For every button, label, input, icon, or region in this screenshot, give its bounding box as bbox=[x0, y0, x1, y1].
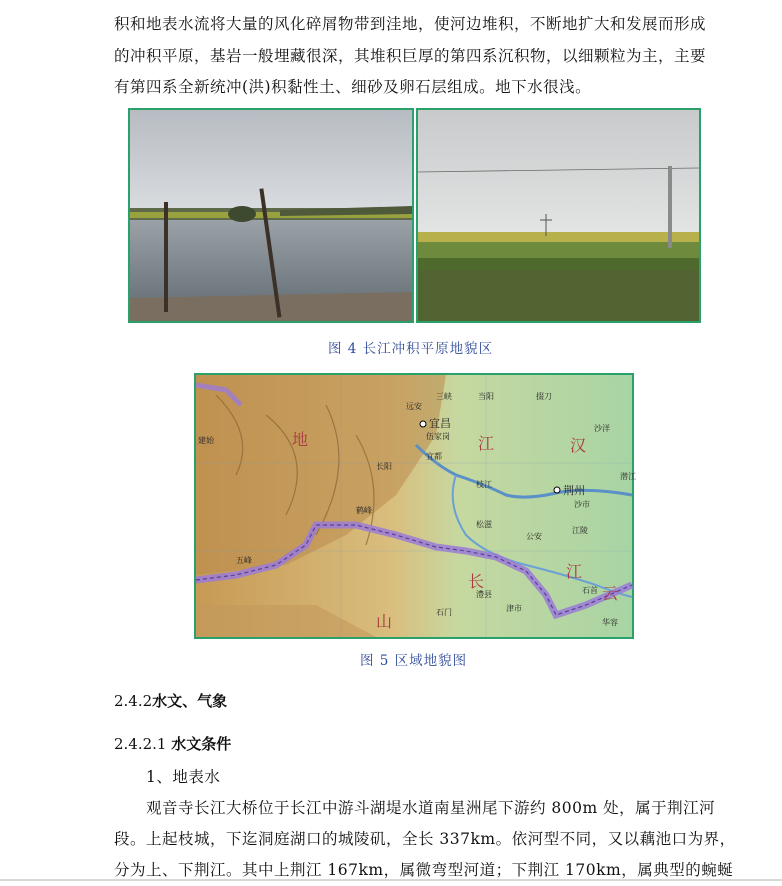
body-line-3: 分为上、下荆江。其中上荆江 167km，属微弯型河道；下荆江 170km，属典型的蜿蜒 bbox=[114, 861, 734, 879]
map-label-wujiagang: 伍家岗 bbox=[426, 432, 450, 441]
map-region-jiang2: 江 bbox=[566, 562, 583, 581]
section-heading-2-4-2 bbox=[114, 690, 227, 711]
intro-line-1: 积和地表水流将大量的风化碎屑物带到洼地，使河边堆积，不断地扩大和发展而形成 bbox=[114, 15, 707, 33]
map-label-shayang: 沙洋 bbox=[594, 424, 610, 433]
section-number: 2.4.2 bbox=[114, 692, 153, 710]
map-label-zhijiang: 枝江 bbox=[476, 480, 492, 489]
map-label-yuanan: 远安 bbox=[406, 402, 422, 411]
subsection-number: 2.4.2.1 bbox=[114, 735, 172, 753]
figure4-photo-lake bbox=[128, 108, 414, 323]
map-label-jiangling: 江陵 bbox=[572, 526, 588, 535]
surface-water-heading: 1、地表水 bbox=[146, 768, 221, 786]
map-label-yidu: 宜都 bbox=[426, 452, 442, 461]
map-label-gongan: 公安 bbox=[526, 532, 542, 541]
map-label-hefeng: 鹤峰 bbox=[356, 506, 372, 515]
map-label-huarong: 华容 bbox=[602, 618, 618, 627]
map-label-dangyang: 当阳 bbox=[478, 392, 494, 401]
map-label-jingzhou: 荆州 bbox=[563, 484, 585, 497]
map-label-yichang: 宜昌 bbox=[429, 417, 451, 430]
page-bottom-divider bbox=[0, 879, 782, 881]
map-region-chang: 长 bbox=[468, 572, 485, 591]
map-label-shashi: 沙市 bbox=[574, 500, 590, 509]
body-line-2: 段。上起枝城，下迄洞庭湖口的城陵矶，全长 337km。依河型不同，又以藕池口为界， bbox=[114, 830, 736, 848]
map-region-shan: 山 bbox=[376, 612, 393, 631]
map-region-jiang: 江 bbox=[478, 434, 495, 453]
map-region-han: 汉 bbox=[570, 436, 587, 455]
subsection-title: 水文条件 bbox=[171, 735, 232, 753]
map-label-wufeng: 五峰 bbox=[236, 556, 252, 565]
map-label-shishou: 石首 bbox=[582, 586, 598, 595]
map-label-changyang: 长阳 bbox=[376, 462, 392, 471]
map-region-di: 地 bbox=[292, 430, 309, 449]
figure4-caption: 图 4 长江冲积平原地貌区 bbox=[328, 341, 494, 357]
map-region-yun: 云 bbox=[602, 584, 619, 603]
map-label-duodao: 掇刀 bbox=[536, 392, 552, 401]
map-label-qianjiang: 潜江 bbox=[620, 472, 636, 481]
body-line-1: 观音寺长江大桥位于长江中游斗湖堤水道南星洲尾下游约 800m 处，属于荆江河 bbox=[146, 799, 716, 817]
figure4-photo-field bbox=[416, 108, 701, 323]
map-label-jinshi: 津市 bbox=[506, 604, 522, 613]
section-heading-2-4-2-1 bbox=[114, 733, 231, 754]
map-label-lixian: 澧县 bbox=[476, 590, 492, 599]
map-label-sanxia: 三峡 bbox=[436, 392, 452, 401]
map-label-shimen: 石门 bbox=[436, 608, 452, 617]
intro-line-2: 的冲积平原，基岩一般埋藏很深，其堆积巨厚的第四系沉积物，以细颗粒为主，主要 bbox=[114, 47, 707, 65]
intro-line-3: 有第四系全新统冲(洪)积黏性土、细砂及卵石层组成。地下水很浅。 bbox=[114, 78, 592, 96]
figure5-map bbox=[194, 373, 634, 639]
map-label-jianshi: 建始 bbox=[198, 436, 214, 445]
section-title: 水文、气象 bbox=[152, 692, 228, 710]
figure5-caption: 图 5 区域地貌图 bbox=[360, 653, 468, 669]
map-label-songzi: 松滋 bbox=[476, 520, 492, 529]
